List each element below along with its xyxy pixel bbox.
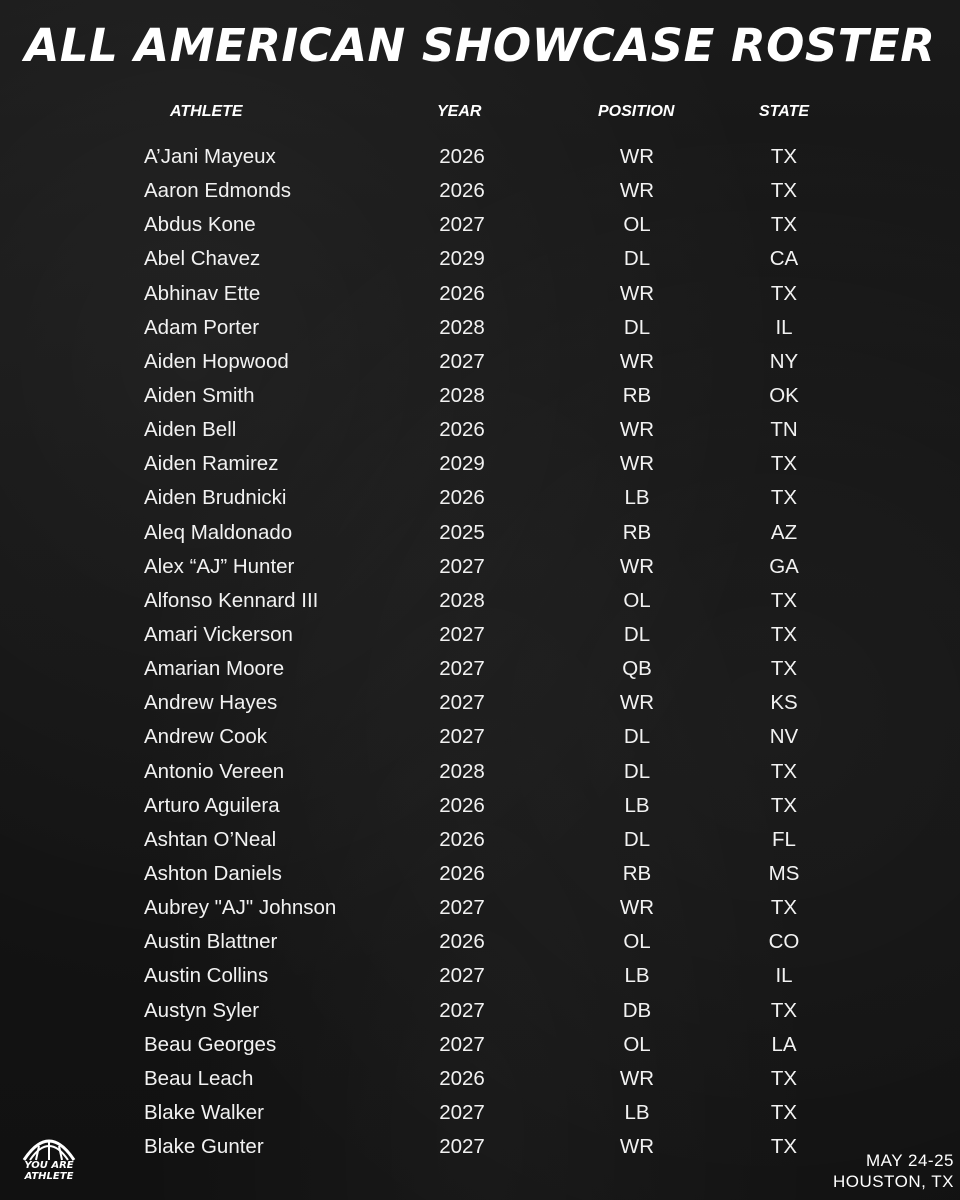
table-header — [0, 100, 960, 124]
athlete-name: Aleq Maldonado — [144, 520, 293, 544]
athlete-state: GA — [769, 554, 799, 578]
athlete-year: 2026 — [439, 281, 485, 305]
athlete-name: Ashton Daniels — [144, 861, 282, 885]
logo-line-1: YOU ARE — [24, 1160, 74, 1171]
athlete-name: Austyn Syler — [144, 998, 260, 1022]
athlete-position: DL — [623, 247, 651, 271]
athlete-state: TX — [770, 179, 798, 203]
athlete-year: 2028 — [439, 383, 485, 407]
event-location: HOUSTON, TX — [832, 1172, 954, 1191]
table-row — [0, 1028, 960, 1062]
athlete-year: 2029 — [439, 247, 485, 271]
you-are-athlete-logo — [14, 1126, 84, 1190]
athlete-year: 2026 — [439, 486, 485, 510]
athlete-state: TX — [770, 1066, 798, 1090]
column-header-state: STATE — [759, 103, 810, 120]
athlete-name: Blake Gunter — [144, 1135, 264, 1159]
column-header-athlete: ATHLETE — [170, 103, 243, 120]
athlete-position: OL — [623, 1032, 651, 1056]
athlete-position: WR — [619, 179, 655, 203]
table-row — [0, 959, 960, 993]
athlete-state: TX — [770, 281, 798, 305]
athlete-state: TX — [770, 896, 798, 920]
roster-table — [0, 140, 960, 1164]
athlete-year: 2029 — [439, 452, 485, 476]
athlete-year: 2027 — [439, 896, 485, 920]
athlete-name: Abhinav Ette — [144, 281, 261, 305]
athlete-position: LB — [624, 964, 650, 988]
athlete-year: 2027 — [439, 725, 485, 749]
athlete-year: 2027 — [439, 691, 485, 715]
logo-wordmark — [14, 1160, 84, 1182]
athlete-year: 2026 — [439, 827, 485, 851]
athlete-name: Ashtan O’Neal — [144, 827, 277, 851]
logo-line-2: ATHLETE — [24, 1171, 74, 1182]
athlete-state: LA — [771, 1032, 797, 1056]
athlete-position: WR — [619, 452, 655, 476]
athlete-year: 2026 — [439, 418, 485, 442]
athlete-state: TX — [770, 213, 798, 237]
athlete-state: IL — [775, 315, 793, 339]
athlete-name: Alex “AJ” Hunter — [144, 554, 295, 578]
event-dates: MAY 24-25 — [866, 1151, 954, 1170]
athlete-name: Amarian Moore — [144, 657, 285, 681]
athlete-year: 2027 — [439, 1100, 485, 1124]
table-row — [0, 447, 960, 481]
table-row — [0, 823, 960, 857]
athlete-state: AZ — [770, 520, 798, 544]
column-header-year: YEAR — [437, 103, 482, 120]
athlete-state: NY — [769, 349, 799, 373]
athlete-name: Beau Georges — [144, 1032, 277, 1056]
athlete-position: OL — [623, 930, 651, 954]
table-row — [0, 516, 960, 550]
athlete-position: DB — [622, 998, 652, 1022]
athlete-year: 2026 — [439, 145, 485, 168]
athlete-state: CA — [769, 247, 799, 271]
athlete-state: CO — [768, 930, 800, 954]
athlete-name: Andrew Hayes — [144, 691, 278, 715]
athlete-name: Andrew Cook — [144, 725, 268, 749]
athlete-year: 2027 — [439, 998, 485, 1022]
athlete-year: 2027 — [439, 964, 485, 988]
athlete-year: 2025 — [439, 520, 485, 544]
event-info — [833, 1150, 954, 1192]
table-row — [0, 652, 960, 686]
athlete-name: Aubrey "AJ" Johnson — [144, 896, 337, 920]
athlete-state: TX — [770, 588, 798, 612]
athlete-state: IL — [775, 964, 793, 988]
table-row — [0, 686, 960, 720]
athlete-year: 2026 — [439, 861, 485, 885]
athlete-state: NV — [769, 725, 799, 749]
athlete-year: 2027 — [439, 1135, 485, 1159]
table-row — [0, 550, 960, 584]
athlete-state: TN — [770, 418, 798, 442]
athlete-state: TX — [770, 1135, 798, 1159]
athlete-state: MS — [768, 861, 800, 885]
athlete-name: Austin Blattner — [144, 930, 278, 954]
page-title: ALL AMERICAN SHOWCASE ROSTER — [24, 19, 936, 72]
athlete-name: Arturo Aguilera — [144, 793, 280, 817]
athlete-name: Aiden Smith — [144, 383, 255, 407]
athlete-name: Aiden Brudnicki — [144, 486, 287, 510]
athlete-year: 2028 — [439, 315, 485, 339]
athlete-year: 2027 — [439, 213, 485, 237]
athlete-state: KS — [770, 691, 798, 715]
table-row — [0, 277, 960, 311]
athlete-position: LB — [624, 793, 650, 817]
athlete-position: WR — [619, 281, 655, 305]
table-row — [0, 618, 960, 652]
table-row — [0, 720, 960, 754]
table-row — [0, 857, 960, 891]
table-row — [0, 1062, 960, 1096]
athlete-year: 2028 — [439, 759, 485, 783]
athlete-position: DL — [623, 759, 651, 783]
athlete-name: Abel Chavez — [144, 247, 261, 271]
athlete-position: WR — [619, 1066, 655, 1090]
table-row — [0, 345, 960, 379]
athlete-state: TX — [770, 452, 798, 476]
athlete-state: TX — [770, 486, 798, 510]
athlete-position: WR — [619, 418, 655, 442]
table-row — [0, 311, 960, 345]
athlete-state: TX — [770, 759, 798, 783]
table-row — [0, 994, 960, 1028]
athlete-name: Beau Leach — [144, 1066, 254, 1090]
athlete-name: Adam Porter — [144, 315, 260, 339]
athlete-name: Aiden Bell — [144, 418, 237, 442]
athlete-year: 2027 — [439, 622, 485, 646]
athlete-state: TX — [770, 622, 798, 646]
athlete-state: TX — [770, 1100, 798, 1124]
table-row — [0, 174, 960, 208]
table-row — [0, 379, 960, 413]
athlete-year: 2027 — [439, 349, 485, 373]
athlete-name: Aiden Ramirez — [144, 452, 279, 476]
table-row — [0, 481, 960, 515]
stadium-arc-icon — [20, 1128, 78, 1162]
athlete-year: 2026 — [439, 793, 485, 817]
table-row — [0, 789, 960, 823]
athlete-state: TX — [770, 657, 798, 681]
table-row — [0, 413, 960, 447]
table-row — [0, 925, 960, 959]
table-row — [0, 891, 960, 925]
athlete-year: 2026 — [439, 1066, 485, 1090]
athlete-year: 2026 — [439, 179, 485, 203]
athlete-position: OL — [623, 588, 651, 612]
athlete-name: Alfonso Kennard III — [144, 588, 319, 612]
athlete-year: 2028 — [439, 588, 485, 612]
table-row — [0, 208, 960, 242]
athlete-position: DL — [623, 622, 651, 646]
athlete-name: Aiden Hopwood — [144, 349, 289, 373]
athlete-position: WR — [619, 896, 655, 920]
athlete-year: 2026 — [439, 930, 485, 954]
athlete-year: 2027 — [439, 554, 485, 578]
athlete-position: WR — [619, 691, 655, 715]
athlete-state: TX — [770, 145, 798, 168]
athlete-name: A’Jani Mayeux — [144, 145, 276, 168]
athlete-name: Aaron Edmonds — [144, 179, 292, 203]
athlete-state: FL — [772, 827, 796, 851]
athlete-name: Antonio Vereen — [144, 759, 285, 783]
athlete-name: Abdus Kone — [144, 213, 256, 237]
athlete-position: LB — [624, 1100, 650, 1124]
athlete-position: RB — [622, 861, 652, 885]
athlete-state: TX — [770, 998, 798, 1022]
table-row — [0, 1130, 960, 1164]
athlete-position: DL — [623, 827, 651, 851]
athlete-position: WR — [619, 554, 655, 578]
athlete-position: WR — [619, 349, 655, 373]
athlete-name: Blake Walker — [144, 1100, 264, 1124]
athlete-position: LB — [624, 486, 650, 510]
athlete-state: TX — [770, 793, 798, 817]
athlete-state: OK — [769, 383, 799, 407]
table-row — [0, 140, 960, 174]
athlete-name: Austin Collins — [144, 964, 269, 988]
athlete-name: Amari Vickerson — [144, 622, 293, 646]
athlete-position: DL — [623, 725, 651, 749]
athlete-position: QB — [622, 657, 652, 681]
table-row — [0, 242, 960, 276]
table-row — [0, 584, 960, 618]
athlete-position: OL — [623, 213, 651, 237]
table-row — [0, 1096, 960, 1130]
column-header-position: POSITION — [598, 103, 675, 120]
table-row — [0, 755, 960, 789]
athlete-position: RB — [622, 383, 652, 407]
athlete-position: WR — [619, 1135, 655, 1159]
athlete-year: 2027 — [439, 1032, 485, 1056]
athlete-position: DL — [623, 315, 651, 339]
athlete-year: 2027 — [439, 657, 485, 681]
athlete-position: WR — [619, 145, 655, 168]
athlete-position: RB — [622, 520, 652, 544]
